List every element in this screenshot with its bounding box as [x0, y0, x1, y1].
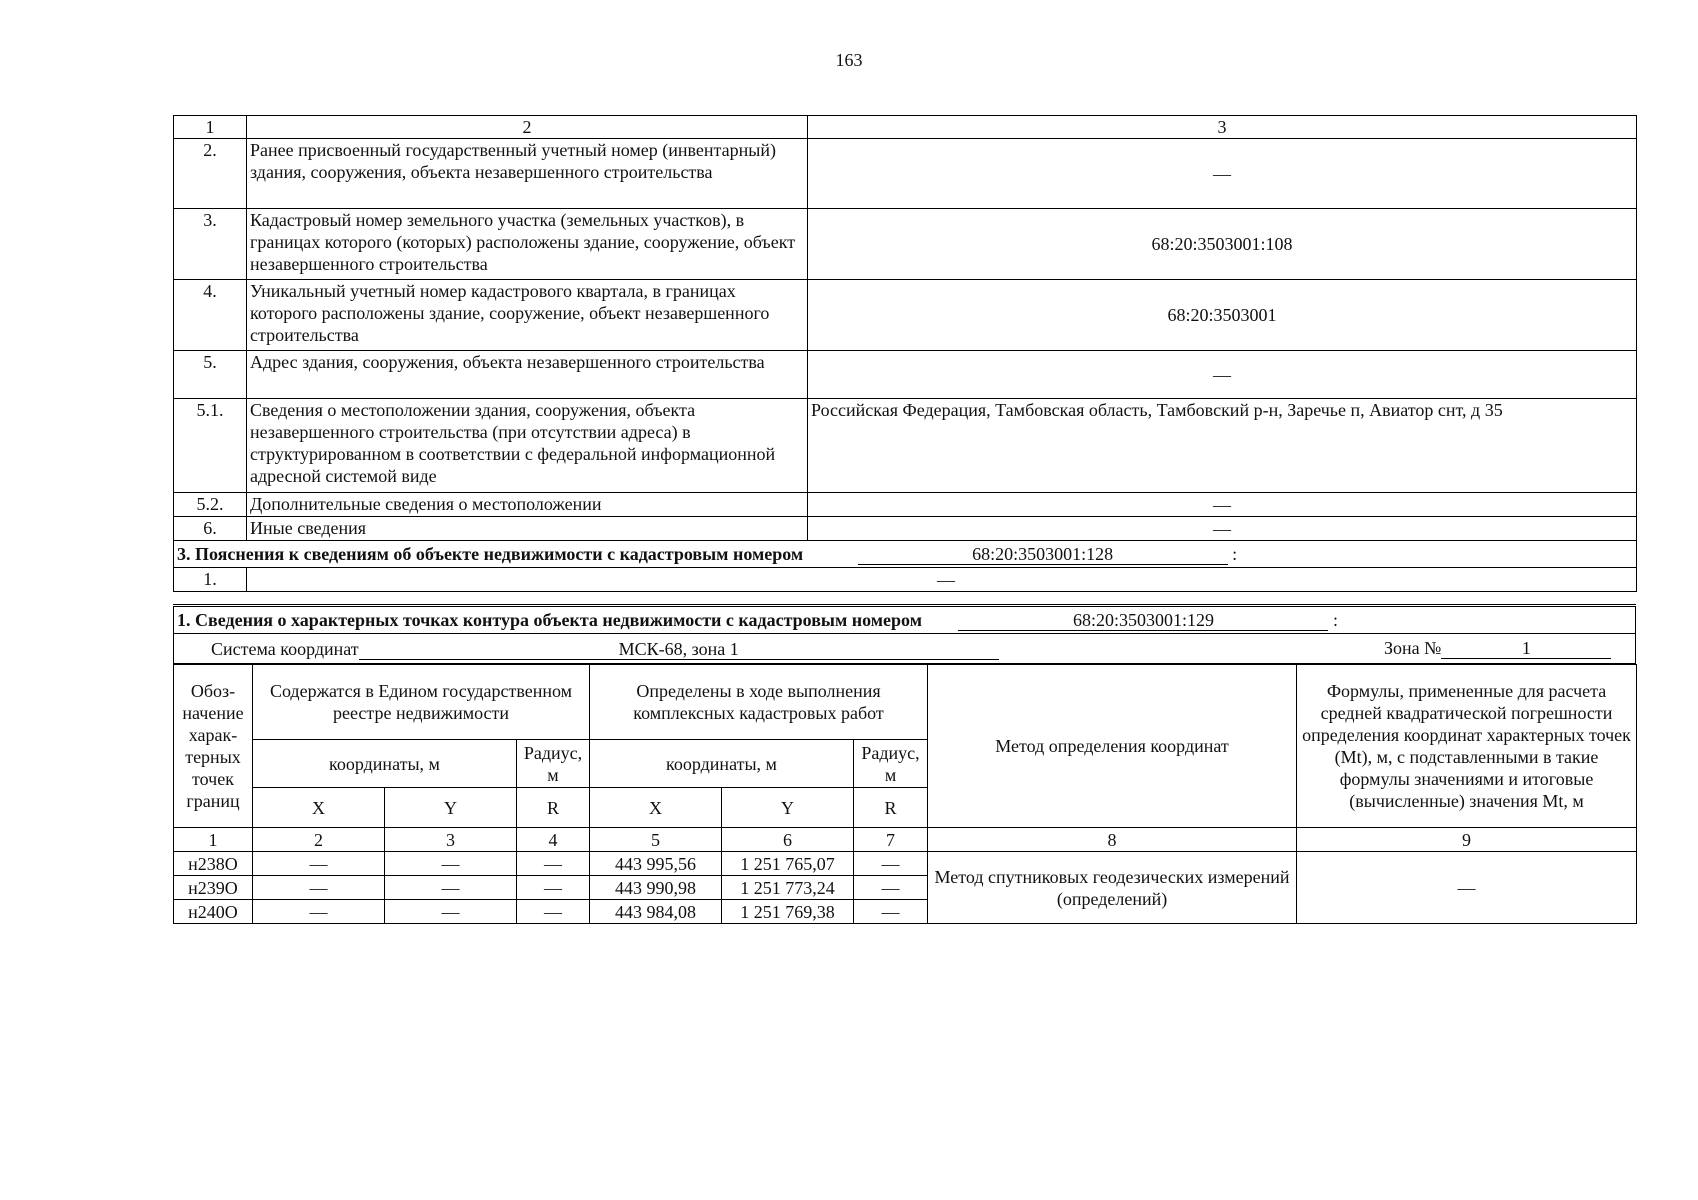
row-value: — [808, 139, 1637, 209]
point-x-egrn: — [253, 876, 385, 900]
section1-cadastral-number: 68:20:3503001:129 [958, 610, 1328, 631]
row-number: 5.2. [174, 493, 247, 517]
row-label: Дополнительные сведения о местоположении [247, 493, 808, 517]
row-label: Уникальный учетный номер кадастрового квартала, в границах которого расположены здание, сооружение, объект незавершенного строительства [247, 280, 808, 351]
point-y: 1 251 765,07 [722, 852, 854, 876]
column-numbers-row [174, 828, 1637, 852]
header-designation: Обоз-начение харак-терных точек границ [174, 665, 253, 828]
column-number: 7 [854, 828, 928, 852]
row-label: Кадастровый номер земельного участка (земельных участков), в границах которого (которых) расположены здание, сооружение, объект незавершенного строительства [247, 209, 808, 280]
row-value: — [808, 517, 1637, 541]
point-r: — [854, 900, 928, 924]
point-x: 443 984,08 [590, 900, 722, 924]
column-number: 6 [722, 828, 854, 852]
table-row [174, 568, 1637, 592]
table-row [174, 139, 1637, 209]
header-method: Метод определения координат [928, 665, 1297, 828]
column-number: 5 [590, 828, 722, 852]
row-number: 1. [174, 568, 247, 592]
table-row [174, 280, 1637, 351]
header-formulas: Формулы, примененные для расчета средней квадратической погрешности определения координат характерных точек (Mt), м, с подставленными в такие формулы значениями и итоговые (вычисленные) значения Mt, м [1297, 665, 1637, 828]
zone-label: Зона № [1384, 638, 1442, 658]
table-row [174, 209, 1637, 280]
point-r: — [854, 852, 928, 876]
header-egrn-y: Y [385, 788, 517, 828]
header-egrn-radius: Радиус, м [517, 740, 590, 788]
table-row [174, 852, 1637, 876]
point-x: 443 990,98 [590, 876, 722, 900]
header-kkr-coords: координаты, м [590, 740, 854, 788]
section3-colon: : [1232, 544, 1238, 564]
section3-cadastral-number: 68:20:3503001:128 [858, 544, 1228, 565]
point-r-egrn: — [517, 900, 590, 924]
row-value: — [808, 351, 1637, 399]
section3-title: 3. Пояснения к сведениям об объекте недвижимости с кадастровым номером [177, 544, 804, 564]
row-value: 68:20:3503001:108 [808, 209, 1637, 280]
row-number: 2. [174, 139, 247, 209]
point-r: — [854, 876, 928, 900]
object-info-table [173, 115, 1637, 592]
column-number: 8 [928, 828, 1297, 852]
row-value: Российская Федерация, Тамбовская область, Тамбовский р-н, Заречье п, Авиатор снт, д 35 [808, 399, 1637, 493]
row-number: 3. [174, 209, 247, 280]
table-row [174, 399, 1637, 493]
point-x-egrn: — [253, 900, 385, 924]
point-y-egrn: — [385, 852, 517, 876]
point-x: 443 995,56 [590, 852, 722, 876]
method-value: Метод спутниковых геодезических измерений (определений) [928, 852, 1297, 924]
table-row [174, 517, 1637, 541]
header-kkr-r: R [854, 788, 928, 828]
page-number: 163 [835, 50, 863, 70]
col-header-2: 2 [247, 116, 808, 139]
header-egrn-r: R [517, 788, 590, 828]
row-label: Ранее присвоенный государственный учетный номер (инвентарный) здания, сооружения, объекта незавершенного строительства [247, 139, 808, 209]
col-header-3: 3 [808, 116, 1637, 139]
coord-system-label: Система координат [211, 638, 359, 659]
point-y-egrn: — [385, 900, 517, 924]
coord-system-value: МСК-68, зона 1 [359, 639, 999, 660]
table-row [174, 493, 1637, 517]
points-table [173, 664, 1637, 924]
column-number: 1 [174, 828, 253, 852]
row-value: — [247, 568, 1637, 592]
header-kkr-y: Y [722, 788, 854, 828]
header-egrn-coords: координаты, м [253, 740, 517, 788]
col-header-1: 1 [174, 116, 247, 139]
table-header-row [174, 116, 1637, 139]
table-row [174, 351, 1637, 399]
points-heading-table [173, 604, 1636, 664]
row-number: 5.1. [174, 399, 247, 493]
header-kkr: Определены в ходе выполнения комплексных кадастровых работ [590, 665, 928, 740]
point-r-egrn: — [517, 876, 590, 900]
column-number: 9 [1297, 828, 1637, 852]
formula-value: — [1297, 852, 1637, 924]
header-egrn-x: X [253, 788, 385, 828]
section1-colon: : [1332, 610, 1338, 630]
point-x-egrn: — [253, 852, 385, 876]
row-number: 5. [174, 351, 247, 399]
column-number: 4 [517, 828, 590, 852]
row-number: 4. [174, 280, 247, 351]
zone-value: 1 [1441, 638, 1611, 659]
row-value: 68:20:3503001 [808, 280, 1637, 351]
point-y: 1 251 773,24 [722, 876, 854, 900]
column-number: 3 [385, 828, 517, 852]
point-y-egrn: — [385, 876, 517, 900]
row-label: Иные сведения [247, 517, 808, 541]
row-label: Адрес здания, сооружения, объекта незавершенного строительства [247, 351, 808, 399]
row-label: Сведения о местоположении здания, сооружения, объекта незавершенного строительства (при отсутствии адреса) в структурированном в соответствии с федеральной информационной адресной системой виде [247, 399, 808, 493]
header-kkr-radius: Радиус, м [854, 740, 928, 788]
row-value: — [808, 493, 1637, 517]
header-egrn: Содержатся в Едином государственном реестре недвижимости [253, 665, 590, 740]
header-kkr-x: X [590, 788, 722, 828]
row-number: 6. [174, 517, 247, 541]
point-r-egrn: — [517, 852, 590, 876]
point-name: н240О [174, 900, 253, 924]
section1-title: 1. Сведения о характерных точках контура объекта недвижимости с кадастровым номером [177, 610, 922, 630]
point-y: 1 251 769,38 [722, 900, 854, 924]
section3-heading-row [174, 541, 1637, 568]
column-number: 2 [253, 828, 385, 852]
point-name: н239О [174, 876, 253, 900]
point-name: н238О [174, 852, 253, 876]
